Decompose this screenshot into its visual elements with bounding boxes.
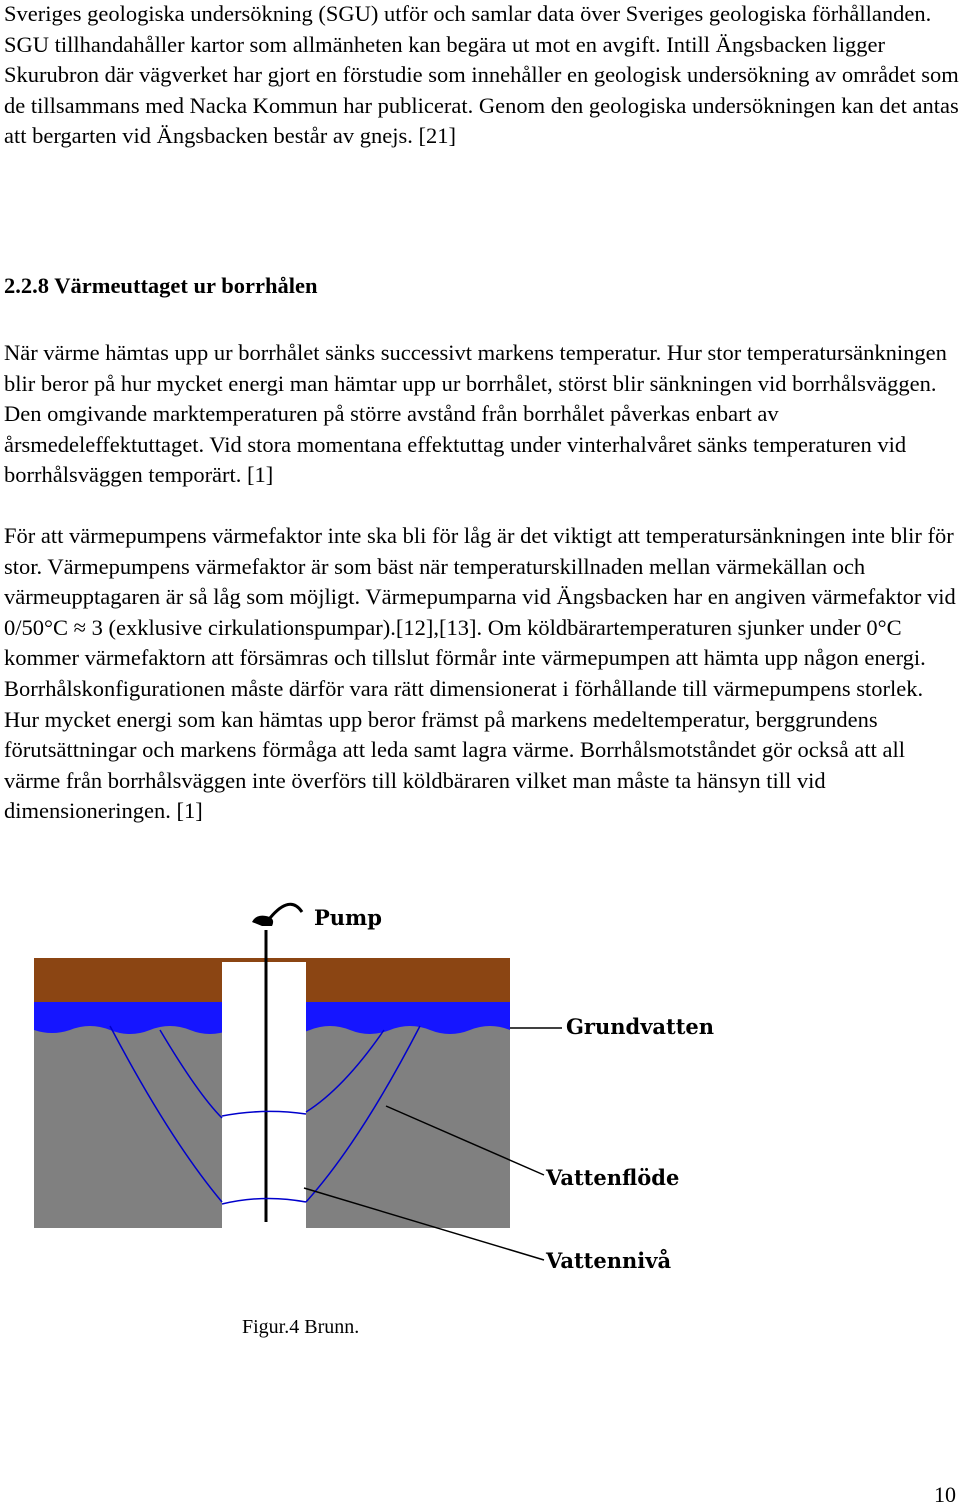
label-water-level: Vattennivå xyxy=(546,1248,672,1273)
section-heading: 2.2.8 Värmeuttaget ur borrhålen xyxy=(4,273,318,298)
label-water-flow: Vattenflöde xyxy=(546,1165,680,1190)
label-pump: Pump xyxy=(314,905,382,930)
pump-spout xyxy=(270,904,302,918)
page-number: 10 xyxy=(934,1482,956,1507)
paragraph-heat-extraction: När värme hämtas upp ur borrhålet sänks successivt markens temperatur. Hur stor temperatursänkningen blir beror på hur mycket energi man hämtar upp ur borrhålet, störst blir sänkningen vid borrhålsväggen. Den omgivande marktemperaturen på större avstånd från borrhålet påverkas enbart av årsmedeleffektuttaget. Vid stora momentana effektuttag under vinterhalvåret sänks temperaturen vid borrhålsväggen temporärt. [1] xyxy=(4,340,947,488)
well-diagram xyxy=(0,880,960,1280)
figure-caption: Figur.4 Brunn. xyxy=(242,1316,360,1338)
paragraph-heat-pump-factor: För att värmepumpens värmefaktor inte ska bli för låg är det viktigt att temperatursänkningen inte blir för stor. Värmepumpens värmefaktor är som bäst när temperaturskillnaden mellan värmekällan och värmeupptagaren är så låg som möjligt. Värmepumparna vid Ängsbacken har en angiven värmefaktor vid 0/50°C ≈ 3 (exklusive cirkulationspumpar).[12],[13]. Om köldbärartemperaturen sjunker under 0°C kommer värmefaktorn att försämras och tillslut förmår inte värmepumpen att hämta upp någon energi. Borrhålskonfigurationen måste därför vara rätt dimensionerat i förhållande till värmepumpens storlek. Hur mycket energi som kan hämtas upp beror främst på markens medeltemperatur, berggrundens förutsättningar och markens förmåga att leda samt lagra värme. Borrhålsmotståndet gör också att all värme från borrhålsväggen inte överförs till köldbäraren vilket man måste ta hänsyn till vid dimensioneringen. [1] xyxy=(4,523,956,824)
label-groundwater: Grundvatten xyxy=(566,1014,715,1039)
paragraph-sgu: Sveriges geologiska undersökning (SGU) utför och samlar data över Sveriges geologiska förhållanden. SGU tillhandahåller kartor som allmänheten kan begära ut mot en avgift. Intill Ängsbacken ligger Skurubron där vägverket har gjort en förstudie som innehåller en geologisk undersökning av området som de tillsammans med Nacka Kommun har publicerat. Genom den geologiska undersökningen kan det antas att bergarten vid Ängsbacken består av gnejs. [21] xyxy=(4,1,959,149)
